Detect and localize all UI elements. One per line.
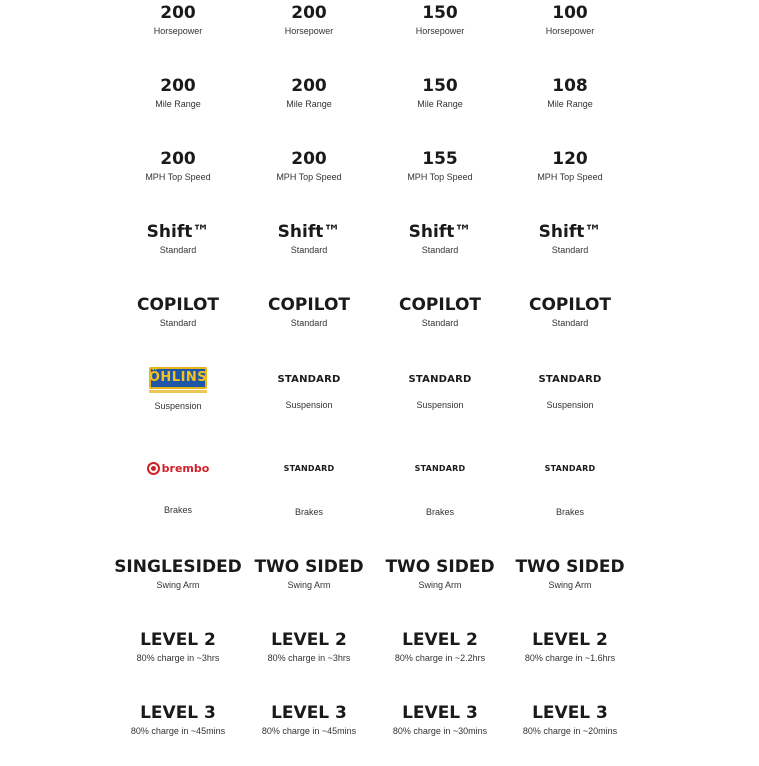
shift-label: Standard bbox=[159, 245, 197, 255]
top-speed-value: 120 bbox=[552, 149, 588, 169]
copilot-label: Standard bbox=[421, 318, 459, 328]
suspension-value: STANDARD bbox=[538, 374, 602, 385]
swing-arm-value: TWO SIDED bbox=[254, 557, 364, 577]
brakes-label: Brakes bbox=[294, 507, 323, 517]
copilot-value: COPILOT bbox=[529, 295, 611, 315]
range-value: 150 bbox=[422, 76, 458, 96]
level2-label: 80% charge in ~3hrs bbox=[136, 653, 220, 663]
spec-horsepower bbox=[234, 3, 384, 37]
copilot-value: COPILOT bbox=[137, 295, 219, 315]
shift-label: Standard bbox=[290, 245, 328, 255]
shift-value: Shift™ bbox=[146, 222, 210, 242]
top-speed-label: MPH Top Speed bbox=[276, 172, 342, 182]
spec-level3 bbox=[234, 703, 384, 737]
level3-value: LEVEL 3 bbox=[532, 703, 608, 723]
spec-shift bbox=[495, 222, 645, 256]
level3-label: 80% charge in ~45mins bbox=[261, 726, 357, 736]
brakes-value: STANDARD bbox=[283, 464, 335, 473]
spec-swing-arm bbox=[103, 557, 253, 591]
range-value: 200 bbox=[291, 76, 327, 96]
spec-swing-arm bbox=[365, 557, 515, 591]
range-label: Mile Range bbox=[547, 99, 593, 109]
horsepower-label: Horsepower bbox=[284, 26, 334, 36]
level2-label: 80% charge in ~1.6hrs bbox=[524, 653, 616, 663]
spec-horsepower bbox=[495, 3, 645, 37]
suspension-label: Suspension bbox=[285, 400, 333, 410]
brembo-circle-icon bbox=[147, 462, 160, 475]
suspension-label: Suspension bbox=[546, 400, 594, 410]
shift-label: Standard bbox=[551, 245, 589, 255]
brakes-value: STANDARD bbox=[544, 464, 596, 473]
suspension-label: Suspension bbox=[416, 400, 464, 410]
spec-copilot bbox=[495, 295, 645, 329]
spec-copilot bbox=[103, 295, 253, 329]
suspension-label: Suspension bbox=[154, 401, 202, 411]
swing-arm-value: TWO SIDED bbox=[515, 557, 625, 577]
spec-level2 bbox=[234, 630, 384, 664]
spec-swing-arm bbox=[495, 557, 645, 591]
level3-label: 80% charge in ~20mins bbox=[522, 726, 618, 736]
ohlins-logo-underline bbox=[149, 390, 207, 393]
spec-level2 bbox=[103, 630, 253, 664]
brembo-logo-text: brembo bbox=[161, 462, 210, 475]
spec-shift bbox=[234, 222, 384, 256]
level2-label: 80% charge in ~3hrs bbox=[267, 653, 351, 663]
level3-label: 80% charge in ~45mins bbox=[130, 726, 226, 736]
spec-level3 bbox=[365, 703, 515, 737]
top-speed-value: 155 bbox=[422, 149, 458, 169]
horsepower-label: Horsepower bbox=[153, 26, 203, 36]
swing-arm-label: Swing Arm bbox=[418, 580, 462, 590]
horsepower-label: Horsepower bbox=[415, 26, 465, 36]
top-speed-label: MPH Top Speed bbox=[407, 172, 473, 182]
top-speed-value: 200 bbox=[291, 149, 327, 169]
horsepower-label: Horsepower bbox=[545, 26, 595, 36]
level3-value: LEVEL 3 bbox=[271, 703, 347, 723]
spec-top-speed bbox=[103, 149, 253, 183]
swing-arm-value: TWO SIDED bbox=[385, 557, 495, 577]
copilot-label: Standard bbox=[551, 318, 589, 328]
spec-range bbox=[234, 76, 384, 110]
level3-value: LEVEL 3 bbox=[140, 703, 216, 723]
level2-value: LEVEL 2 bbox=[140, 630, 216, 650]
spec-suspension bbox=[495, 374, 645, 411]
brembo-logo-icon bbox=[147, 462, 210, 475]
spec-top-speed bbox=[365, 149, 515, 183]
spec-top-speed bbox=[495, 149, 645, 183]
spec-level3 bbox=[495, 703, 645, 737]
spec-brakes bbox=[103, 462, 253, 516]
spec-copilot bbox=[234, 295, 384, 329]
range-label: Mile Range bbox=[417, 99, 463, 109]
range-label: Mile Range bbox=[286, 99, 332, 109]
copilot-value: COPILOT bbox=[268, 295, 350, 315]
horsepower-value: 200 bbox=[160, 3, 196, 23]
shift-value: Shift™ bbox=[277, 222, 341, 242]
spec-shift bbox=[103, 222, 253, 256]
spec-shift bbox=[365, 222, 515, 256]
spec-range bbox=[103, 76, 253, 110]
horsepower-value: 150 bbox=[422, 3, 458, 23]
brakes-label: Brakes bbox=[555, 507, 584, 517]
horsepower-value: 200 bbox=[291, 3, 327, 23]
level2-label: 80% charge in ~2.2hrs bbox=[394, 653, 486, 663]
spec-suspension bbox=[103, 367, 253, 412]
level2-value: LEVEL 2 bbox=[402, 630, 478, 650]
spec-level2 bbox=[495, 630, 645, 664]
brakes-label: Brakes bbox=[163, 505, 192, 515]
copilot-label: Standard bbox=[290, 318, 328, 328]
range-value: 108 bbox=[552, 76, 588, 96]
top-speed-label: MPH Top Speed bbox=[537, 172, 603, 182]
range-label: Mile Range bbox=[155, 99, 201, 109]
swing-arm-value: SINGLESIDED bbox=[114, 557, 242, 577]
level2-value: LEVEL 2 bbox=[271, 630, 347, 650]
spec-level2 bbox=[365, 630, 515, 664]
spec-range bbox=[365, 76, 515, 110]
spec-top-speed bbox=[234, 149, 384, 183]
swing-arm-label: Swing Arm bbox=[156, 580, 200, 590]
suspension-value: STANDARD bbox=[408, 374, 472, 385]
spec-level3 bbox=[103, 703, 253, 737]
shift-value: Shift™ bbox=[538, 222, 602, 242]
spec-horsepower bbox=[365, 3, 515, 37]
spec-brakes bbox=[234, 464, 384, 518]
shift-value: Shift™ bbox=[408, 222, 472, 242]
level3-value: LEVEL 3 bbox=[402, 703, 478, 723]
spec-swing-arm bbox=[234, 557, 384, 591]
brakes-value: STANDARD bbox=[414, 464, 466, 473]
ohlins-logo-icon bbox=[149, 367, 207, 389]
swing-arm-label: Swing Arm bbox=[287, 580, 331, 590]
suspension-value: STANDARD bbox=[277, 374, 341, 385]
brakes-label: Brakes bbox=[425, 507, 454, 517]
level2-value: LEVEL 2 bbox=[532, 630, 608, 650]
spec-horsepower bbox=[103, 3, 253, 37]
shift-label: Standard bbox=[421, 245, 459, 255]
range-value: 200 bbox=[160, 76, 196, 96]
copilot-value: COPILOT bbox=[399, 295, 481, 315]
spec-copilot bbox=[365, 295, 515, 329]
spec-range bbox=[495, 76, 645, 110]
ohlins-logo-text: ÖHLINS bbox=[148, 370, 208, 385]
level3-label: 80% charge in ~30mins bbox=[392, 726, 488, 736]
spec-brakes bbox=[495, 464, 645, 518]
spec-suspension bbox=[234, 374, 384, 411]
top-speed-label: MPH Top Speed bbox=[145, 172, 211, 182]
copilot-label: Standard bbox=[159, 318, 197, 328]
swing-arm-label: Swing Arm bbox=[548, 580, 592, 590]
horsepower-value: 100 bbox=[552, 3, 588, 23]
top-speed-value: 200 bbox=[160, 149, 196, 169]
spec-brakes bbox=[365, 464, 515, 518]
spec-suspension bbox=[365, 374, 515, 411]
